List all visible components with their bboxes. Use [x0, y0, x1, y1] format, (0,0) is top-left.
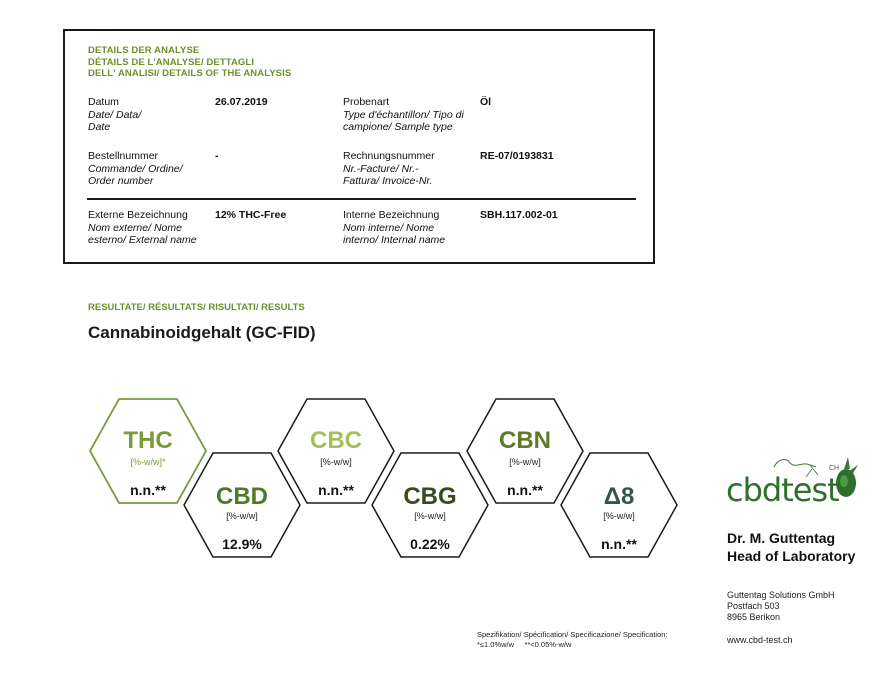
sample-type-label-alt1: Type d'échantillon/ Tipo di — [343, 108, 464, 121]
results-title: Cannabinoidgehalt (GC-FID) — [88, 323, 316, 342]
external-name-value: 12% THC-Free — [215, 209, 287, 221]
logo-superscript: CH — [829, 465, 840, 472]
internal-name-label — [343, 209, 445, 247]
date-label-de: Datum — [88, 96, 119, 108]
specification-note — [477, 630, 668, 650]
order-number-value: - — [215, 150, 219, 162]
sample-type-value: Öl — [480, 96, 492, 108]
hex-name: CBN — [499, 427, 551, 454]
sample-type-label-alt2: campione/ Sample type — [343, 121, 453, 133]
order-number-label — [88, 150, 183, 188]
external-name-label-alt2: esterno/ External name — [88, 234, 197, 246]
sample-type-label — [343, 96, 464, 134]
specification-label: Spezifikation/ Spécification/ Specificazione/ Specification: — [477, 630, 668, 639]
company-name: Guttentag Solutions GmbH — [727, 590, 835, 600]
hex-name: CBC — [310, 427, 362, 454]
external-name-label — [88, 209, 197, 247]
date-label-alt1: Date/ Data/ — [88, 108, 142, 121]
hex-unit: [%-w/w] — [226, 511, 258, 521]
hex-unit: [%-w/w] — [320, 457, 352, 467]
hex-name: CBD — [216, 483, 268, 510]
external-name-label-de: Externe Bezeichnung — [88, 209, 188, 221]
signatory-role: Head of Laboratory — [727, 548, 856, 564]
hex-name: CBG — [403, 483, 457, 510]
details-divider — [87, 198, 636, 200]
date-value: 26.07.2019 — [215, 96, 268, 108]
analysis-heading-en: DELL' ANALISI/ DETAILS OF THE ANALYSIS — [88, 68, 292, 79]
internal-name-value: SBH.117.002-01 — [480, 209, 558, 221]
invoice-number-label — [343, 150, 435, 188]
hex-unit: [%-w/w]* — [130, 457, 166, 467]
hex-value: n.n.** — [318, 482, 354, 498]
hex-unit: [%-w/w] — [414, 511, 446, 521]
hex-value: n.n.** — [130, 482, 166, 498]
analysis-heading-de: DETAILS DER ANALYSE — [88, 45, 200, 56]
invoice-number-label-de: Rechnungsnummer — [343, 150, 435, 162]
cbdtest-logo — [726, 455, 866, 515]
results-heading: RESULTATE/ RÉSULTATS/ RISULTATI/ RESULTS — [88, 302, 305, 313]
date-label-alt2: Date — [88, 121, 111, 133]
order-number-label-de: Bestellnummer — [88, 150, 159, 162]
hex-value: 0.22% — [410, 536, 450, 552]
hex-value: n.n.** — [507, 482, 543, 498]
invoice-number-value: RE-07/0193831 — [480, 150, 554, 162]
internal-name-label-alt2: interno/ Internal name — [343, 234, 446, 246]
company-street: Postfach 503 — [727, 601, 780, 611]
date-label — [88, 96, 141, 134]
order-number-label-alt2: Order number — [88, 175, 154, 187]
hex-name: THC — [123, 427, 173, 454]
hex-value: n.n.** — [601, 536, 637, 552]
hex-value: 12.9% — [222, 536, 262, 552]
analysis-heading — [88, 45, 291, 80]
specification-values: *≤1.0%w/w **<0.05%-w/w — [477, 640, 572, 649]
order-number-label-alt1: Commande/ Ordine/ — [88, 162, 183, 175]
hex-unit: [%-w/w] — [603, 511, 635, 521]
sample-type-label-de: Probenart — [343, 96, 390, 108]
hex-name: Δ8 — [603, 483, 635, 510]
internal-name-label-de: Interne Bezeichnung — [343, 209, 440, 221]
website-link[interactable]: www.cbd-test.ch — [727, 635, 793, 645]
internal-name-label-alt1: Nom interne/ Nome — [343, 221, 435, 234]
hex-delta8 — [560, 452, 678, 558]
company-address — [727, 590, 835, 623]
invoice-number-label-alt2: Fattura/ Invoice-Nr. — [343, 175, 433, 187]
invoice-number-label-alt1: Nr.-Facture/ Nr.- — [343, 162, 419, 175]
hex-unit: [%-w/w] — [509, 457, 541, 467]
analysis-heading-fr: DÉTAILS DE L'ANALYSE/ DETTAGLI — [88, 56, 255, 68]
company-city: 8965 Berikon — [727, 612, 781, 622]
logo-text: cbdtest — [726, 471, 839, 509]
external-name-label-alt1: Nom externe/ Nome — [88, 221, 182, 234]
signatory-name: Dr. M. Guttentag — [727, 530, 836, 546]
